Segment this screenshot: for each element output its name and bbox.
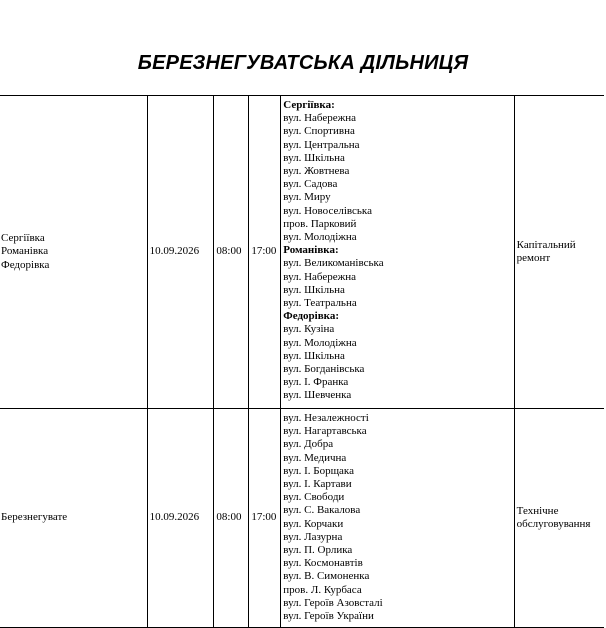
street-item: вул. Лазурна <box>283 530 343 543</box>
street-item: вул. Новоселівська <box>283 204 372 217</box>
street-item: вул. Кузіна <box>283 323 335 336</box>
street-item: вул. Космонавтів <box>283 557 363 570</box>
street-item: вул. Молодіжна <box>283 336 357 349</box>
street-item: вул. П. Орлика <box>283 544 353 557</box>
date-cell: 10.09.2026 <box>147 96 214 409</box>
street-item: вул. Садова <box>283 178 338 191</box>
street-item: вул. Нагартавська <box>283 425 367 438</box>
street-item: вул. Шкільна <box>283 283 345 296</box>
street-item: вул. Набережна <box>283 270 357 283</box>
street-item: вул. Шкільна <box>283 151 345 164</box>
street-item: вул. Театральна <box>283 297 357 310</box>
street-item: вул. І. Картави <box>283 478 352 491</box>
table-row <box>0 409 604 628</box>
street-item: вул. І. Франка <box>283 376 349 389</box>
street-item: вул. І. Борщака <box>283 464 354 477</box>
street-item: вул. Жовтнева <box>283 165 350 178</box>
street-item: вул. Центральна <box>283 138 360 151</box>
settlements-cell <box>0 96 147 409</box>
street-item: вул. Великоманівська <box>283 257 384 270</box>
street-item: вул. Свободи <box>283 491 345 504</box>
street-item: пров. Парковий <box>283 217 357 230</box>
settlements-cell <box>0 409 147 628</box>
village-heading: Федорівка: <box>283 310 339 323</box>
end-time-cell: 17:00 <box>249 409 281 628</box>
settlement-name: Федорівка <box>1 258 50 271</box>
street-item: вул. Незалежності <box>283 412 369 424</box>
page-title: БЕРЕЗНЕГУВАТСЬКА ДІЛЬНИЦЯ <box>137 52 469 74</box>
village-heading: Сергіївка: <box>283 99 335 111</box>
street-item: вул. Героїв Азовсталі <box>283 596 383 609</box>
outage-schedule-table <box>0 95 604 628</box>
street-item: вул. Медична <box>283 451 347 464</box>
street-item: вул. Шевченка <box>283 389 352 402</box>
reason-cell: Капітальний ремонт <box>514 96 604 409</box>
street-item: пров. Л. Курбаса <box>283 583 362 596</box>
street-item: вул. Богданівська <box>283 363 365 376</box>
table-row <box>0 96 604 409</box>
street-item: вул. Героїв України <box>283 610 374 623</box>
date-cell: 10.09.2026 <box>147 409 214 628</box>
end-time-cell: 17:00 <box>249 96 281 409</box>
start-time-cell: 08:00 <box>214 409 249 628</box>
street-item: вул. Спортивна <box>283 125 355 138</box>
streets-cell <box>281 409 514 628</box>
street-item: вул. Молодіжна <box>283 231 357 244</box>
reason-cell: Технічне обслуговування <box>514 409 604 628</box>
street-item: вул. Шкільна <box>283 349 345 362</box>
street-item: вул. В. Симоненка <box>283 570 370 583</box>
settlement-name: Березнегувате <box>1 511 68 524</box>
settlement-name: Сергіївка <box>1 232 45 245</box>
village-heading: Романівка: <box>283 244 339 257</box>
street-item: вул. Добра <box>283 438 334 451</box>
street-item: вул. С. Вакалова <box>283 504 361 517</box>
settlement-name: Романівка <box>1 245 49 258</box>
streets-cell <box>281 96 514 409</box>
start-time-cell: 08:00 <box>214 96 249 409</box>
street-item: вул. Набережна <box>283 112 357 125</box>
street-item: вул. Миру <box>283 191 331 204</box>
street-item: вул. Корчаки <box>283 517 344 530</box>
